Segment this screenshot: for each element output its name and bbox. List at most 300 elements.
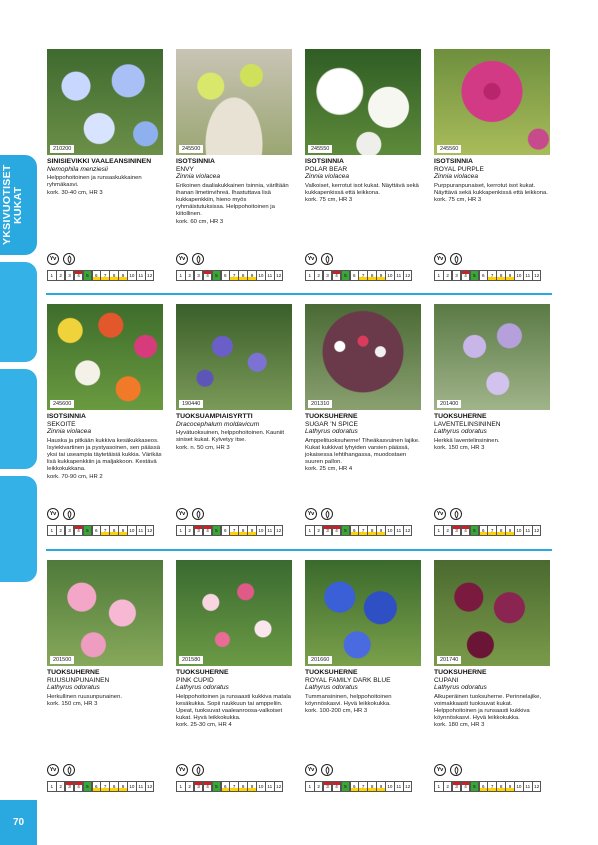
annual-icon: Yv xyxy=(305,253,317,265)
product-description: Alkuperäinen tuoksuherne. Perinnelajike, voimakkaasti tuoksuvat kukat. Helppohoitoinen ja runsaasti kukkiva köynnöskasvi. Hyvä leikkokukka. xyxy=(434,693,542,722)
month-number: 3 xyxy=(197,273,200,278)
row-divider xyxy=(46,549,552,551)
annual-icon: Yv xyxy=(434,253,446,265)
month-number: 11 xyxy=(525,528,531,533)
annual-icon: Yv xyxy=(47,253,59,265)
month-number: 5 xyxy=(344,784,347,789)
month-number: 9 xyxy=(508,784,512,789)
month-number: 10 xyxy=(387,528,393,533)
product-icons xyxy=(47,764,75,776)
growing-calendar xyxy=(176,270,283,281)
product-icons xyxy=(434,764,462,776)
product-latin-name: Zinnia violacea xyxy=(305,173,349,180)
annual-icon: Yv xyxy=(176,508,188,520)
month-number: 9 xyxy=(250,784,254,789)
month-number: 3 xyxy=(68,528,71,533)
month-number: 7 xyxy=(103,784,107,789)
product-description: Valkoiset, kerrotut isot kukat. Näyttävä sekä kukkapenkissä että leikkona. xyxy=(305,182,419,196)
month-number: 3 xyxy=(68,784,71,789)
product-icons xyxy=(176,508,204,520)
month-number: 10 xyxy=(258,528,264,533)
month-number: 4 xyxy=(77,528,80,533)
month-number: 11 xyxy=(267,273,273,278)
month-number: 4 xyxy=(464,273,467,278)
month-number: 8 xyxy=(499,784,503,789)
month-number: 4 xyxy=(77,784,80,789)
month-number: 1 xyxy=(50,784,54,789)
seed-icon xyxy=(321,508,333,520)
product-code: 245560 xyxy=(437,145,461,153)
month-number: 9 xyxy=(508,528,512,533)
month-number: 10 xyxy=(516,784,522,789)
product-photo xyxy=(176,49,292,155)
month-number: 10 xyxy=(129,273,135,278)
month-number: 7 xyxy=(361,528,365,533)
month-number: 2 xyxy=(59,784,62,789)
product-variety: ENVY xyxy=(176,165,194,173)
product-height: kork. 75 cm, HR 3 xyxy=(434,197,482,203)
growing-calendar xyxy=(305,270,412,281)
product-description: Amppelituoksuherne! Tiheäkasvuinen lajike. Kukat kukkivat lyhyiden varsien päässä, jokaisessa lehtihangassa, muodostaen suuren pallon. xyxy=(305,437,420,466)
month-number: 3 xyxy=(455,784,458,789)
category-tab-label: YKSIVUOTISET KUKAT xyxy=(1,164,24,246)
product-code: 190440 xyxy=(179,400,203,408)
product-icons xyxy=(305,253,333,265)
month-number: 8 xyxy=(370,273,374,278)
product-code: 201580 xyxy=(179,656,203,664)
product-latin-name: Lathyrus odoratus xyxy=(305,684,358,691)
month-number: 3 xyxy=(326,528,329,533)
month-number: 9 xyxy=(121,273,125,278)
product-height: kork. 150 cm, HR 3 xyxy=(47,700,98,707)
product-name: TUOKSUHERNE xyxy=(434,669,487,676)
product-code: 201500 xyxy=(50,656,74,664)
product-code: 201660 xyxy=(308,656,332,664)
seed-icon xyxy=(63,253,75,265)
seed-icon xyxy=(450,764,462,776)
product-name: ISOTSINNIA xyxy=(176,158,215,165)
product-latin-name: Zinnia violacea xyxy=(176,173,220,180)
month-number: 12 xyxy=(276,273,282,278)
month-number: 9 xyxy=(379,273,383,278)
product-card xyxy=(434,49,550,289)
month-number: 1 xyxy=(179,528,183,533)
product-name: TUOKSUAMPIAISYRTTI xyxy=(176,413,253,420)
seed-icon xyxy=(192,508,204,520)
month-number: 1 xyxy=(50,273,54,278)
growing-calendar xyxy=(47,270,154,281)
annual-icon: Yv xyxy=(176,253,188,265)
month-number: 9 xyxy=(250,273,254,278)
product-photo xyxy=(434,49,550,155)
product-variety: CUPANI xyxy=(434,676,459,684)
product-card xyxy=(305,304,421,544)
month-number: 5 xyxy=(344,273,347,278)
seed-icon xyxy=(63,508,75,520)
product-photo xyxy=(47,304,163,410)
month-number: 7 xyxy=(490,528,494,533)
growing-calendar xyxy=(434,525,541,536)
month-number: 12 xyxy=(147,784,153,789)
month-number: 9 xyxy=(379,528,383,533)
calendar-month xyxy=(403,525,413,536)
product-latin-name: Lathyrus odoratus xyxy=(434,684,487,691)
product-name: TUOKSUHERNE xyxy=(176,669,229,676)
product-name: TUOKSUHERNE xyxy=(434,413,487,420)
month-number: 8 xyxy=(499,273,503,278)
month-number: 7 xyxy=(232,784,236,789)
product-photo xyxy=(434,560,550,666)
month-number: 7 xyxy=(232,273,236,278)
month-number: 3 xyxy=(455,273,458,278)
month-number: 10 xyxy=(387,784,393,789)
product-height: kork. 25-30 cm, HR 4 xyxy=(176,722,232,729)
product-card xyxy=(176,304,292,544)
month-number: 10 xyxy=(129,528,135,533)
month-number: 12 xyxy=(147,273,153,278)
product-photo xyxy=(176,560,292,666)
calendar-month xyxy=(145,525,155,536)
growing-calendar xyxy=(305,781,412,792)
product-height: kork. 150 cm, HR 3 xyxy=(434,444,485,451)
product-photo xyxy=(305,49,421,155)
month-number: 2 xyxy=(317,784,320,789)
product-icons xyxy=(434,508,462,520)
product-icons xyxy=(176,764,204,776)
product-height: kork. 60 cm, HR 3 xyxy=(176,218,224,225)
month-number: 7 xyxy=(490,784,494,789)
product-name: TUOKSUHERNE xyxy=(47,669,100,676)
calendar-month xyxy=(403,270,413,281)
calendar-month xyxy=(274,781,284,792)
month-number: 8 xyxy=(112,528,116,533)
month-number: 10 xyxy=(258,784,264,789)
product-card xyxy=(176,560,292,800)
month-number: 11 xyxy=(138,784,144,789)
annual-icon: Yv xyxy=(305,764,317,776)
month-number: 1 xyxy=(179,784,183,789)
product-card xyxy=(305,560,421,800)
product-variety: ROYAL FAMILY DARK BLUE xyxy=(305,676,391,684)
month-number: 12 xyxy=(147,528,153,533)
calendar-month xyxy=(403,781,413,792)
product-variety: SEKOITE xyxy=(47,420,76,428)
product-description: Helppohoitoinen ja runsaskukkainen ryhmäkasvi. xyxy=(47,175,142,189)
annual-icon: Yv xyxy=(176,764,188,776)
product-latin-name: Lathyrus odoratus xyxy=(305,428,358,435)
product-icons xyxy=(434,253,462,265)
month-number: 8 xyxy=(241,273,245,278)
month-number: 9 xyxy=(121,528,125,533)
product-height: kork. 180 cm, HR 3 xyxy=(434,722,485,729)
product-height: kork. n. 50 cm, HR 3 xyxy=(176,444,230,451)
month-number: 6 xyxy=(482,528,485,533)
month-number: 7 xyxy=(232,528,236,533)
seed-icon xyxy=(192,253,204,265)
month-number: 6 xyxy=(482,273,485,278)
month-number: 1 xyxy=(437,273,441,278)
month-number: 5 xyxy=(86,784,89,789)
month-number: 6 xyxy=(95,528,98,533)
product-latin-name: Lathyrus odoratus xyxy=(176,684,229,691)
product-name: TUOKSUHERNE xyxy=(305,669,358,676)
month-number: 6 xyxy=(353,273,356,278)
month-number: 6 xyxy=(224,784,227,789)
month-number: 2 xyxy=(446,273,449,278)
annual-icon: Yv xyxy=(434,508,446,520)
category-tab-4[interactable] xyxy=(0,476,37,582)
month-number: 12 xyxy=(405,273,411,278)
product-photo xyxy=(305,304,421,410)
annual-icon: Yv xyxy=(305,508,317,520)
month-number: 12 xyxy=(276,528,282,533)
page-number: 70 xyxy=(0,800,37,845)
month-number: 9 xyxy=(508,273,512,278)
month-number: 10 xyxy=(129,784,135,789)
product-variety: LAVENTELINSININEN xyxy=(434,420,501,428)
month-number: 6 xyxy=(95,784,98,789)
calendar-month xyxy=(145,781,155,792)
month-number: 11 xyxy=(267,528,273,533)
month-number: 12 xyxy=(534,528,540,533)
product-variety: SUGAR 'N SPICE xyxy=(305,420,358,428)
product-height: kork. 70-90 cm, HR 2 xyxy=(47,473,103,480)
product-name: ISOTSINNIA xyxy=(305,158,344,165)
product-code: 201400 xyxy=(437,400,461,408)
product-icons xyxy=(305,764,333,776)
month-number: 8 xyxy=(370,528,374,533)
month-number: 6 xyxy=(353,528,356,533)
product-card xyxy=(47,49,163,289)
month-number: 2 xyxy=(317,273,320,278)
growing-calendar xyxy=(434,270,541,281)
growing-calendar xyxy=(47,525,154,536)
calendar-month xyxy=(532,781,542,792)
product-code: 201740 xyxy=(437,656,461,664)
product-photo xyxy=(176,304,292,410)
product-icons xyxy=(305,508,333,520)
month-number: 6 xyxy=(224,528,227,533)
month-number: 12 xyxy=(276,784,282,789)
product-code: 245500 xyxy=(179,145,203,153)
product-code: 245600 xyxy=(50,400,74,408)
product-variety: POLAR BEAR xyxy=(305,165,348,173)
month-number: 2 xyxy=(446,528,449,533)
annual-icon: Yv xyxy=(47,764,59,776)
month-number: 9 xyxy=(250,528,254,533)
product-icons xyxy=(176,253,204,265)
month-number: 3 xyxy=(197,784,200,789)
product-latin-name: Zinnia violacea xyxy=(47,428,91,435)
month-number: 8 xyxy=(241,528,245,533)
month-number: 4 xyxy=(206,273,209,278)
month-number: 6 xyxy=(482,784,485,789)
product-latin-name: Zinnia violacea xyxy=(434,173,478,180)
month-number: 8 xyxy=(370,784,374,789)
month-number: 2 xyxy=(446,784,449,789)
calendar-month xyxy=(274,525,284,536)
month-number: 7 xyxy=(490,273,494,278)
product-description: Herkkä laventelinsininen. xyxy=(434,437,500,444)
month-number: 11 xyxy=(396,273,402,278)
month-number: 11 xyxy=(138,273,144,278)
month-number: 11 xyxy=(525,273,531,278)
month-number: 1 xyxy=(308,784,312,789)
month-number: 11 xyxy=(267,784,273,789)
calendar-month xyxy=(145,270,155,281)
month-number: 7 xyxy=(103,273,107,278)
month-number: 4 xyxy=(335,273,338,278)
growing-calendar xyxy=(434,781,541,792)
calendar-month xyxy=(274,270,284,281)
month-number: 6 xyxy=(353,784,356,789)
product-card xyxy=(47,304,163,544)
product-latin-name: Lathyrus odoratus xyxy=(434,428,487,435)
month-number: 11 xyxy=(396,528,402,533)
month-number: 10 xyxy=(516,273,522,278)
category-tab-3[interactable] xyxy=(0,369,37,469)
product-variety: PINK CUPID xyxy=(176,676,214,684)
product-code: 245550 xyxy=(308,145,332,153)
product-card xyxy=(434,560,550,800)
month-number: 8 xyxy=(499,528,503,533)
month-number: 11 xyxy=(138,528,144,533)
product-height: kork. 25 cm, HR 4 xyxy=(305,466,353,473)
month-number: 10 xyxy=(258,273,264,278)
month-number: 1 xyxy=(308,528,312,533)
month-number: 5 xyxy=(473,273,476,278)
month-number: 12 xyxy=(405,784,411,789)
product-description: Hauska ja pitkään kukkiva kesäkukkaseos. Isyiekivartinen ja pystyasoinen, sen päässä yksi tai useampia täytetäisiä kukkia. Värikäs lisä kukkapenkkiin ja maljakkoon. Kestävä leikkokukkana. xyxy=(47,437,162,473)
month-number: 6 xyxy=(224,273,227,278)
month-number: 7 xyxy=(361,784,365,789)
month-number: 10 xyxy=(387,273,393,278)
product-name: ISOTSINNIA xyxy=(47,413,86,420)
product-photo xyxy=(434,304,550,410)
month-number: 2 xyxy=(188,528,191,533)
month-number: 7 xyxy=(361,273,365,278)
month-number: 2 xyxy=(188,273,191,278)
month-number: 4 xyxy=(335,784,338,789)
month-number: 1 xyxy=(437,784,441,789)
month-number: 4 xyxy=(206,784,209,789)
month-number: 3 xyxy=(455,528,458,533)
month-number: 4 xyxy=(77,273,80,278)
product-card xyxy=(305,49,421,289)
product-code: 201310 xyxy=(308,400,332,408)
month-number: 6 xyxy=(95,273,98,278)
seed-icon xyxy=(450,508,462,520)
product-description: Erikoinen daaliakukkainen tsinnia, väriltään ihanan limetinvihreä. Ihastuttava lisä kukkapenkkiin, hieno myös ryhmäistutuksissa. Helppohoitoinen ja kiitollinen. xyxy=(176,182,289,218)
month-number: 5 xyxy=(215,784,218,789)
seed-icon xyxy=(192,764,204,776)
product-variety: ROYAL PURPLE xyxy=(434,165,484,173)
seed-icon xyxy=(450,253,462,265)
month-number: 2 xyxy=(59,528,62,533)
month-number: 3 xyxy=(68,273,71,278)
growing-calendar xyxy=(176,781,283,792)
month-number: 9 xyxy=(121,784,125,789)
month-number: 9 xyxy=(379,784,383,789)
month-number: 12 xyxy=(405,528,411,533)
month-number: 4 xyxy=(335,528,338,533)
month-number: 3 xyxy=(197,528,200,533)
month-number: 2 xyxy=(317,528,320,533)
month-number: 7 xyxy=(103,528,107,533)
product-icons xyxy=(47,508,75,520)
month-number: 8 xyxy=(241,784,245,789)
month-number: 2 xyxy=(59,273,62,278)
product-description: Tummansininen, helppohoitoinen köynnöskasvi. Hyvä leikkokukka. xyxy=(305,693,392,707)
product-height: kork. 30-40 cm, HR 3 xyxy=(47,189,103,196)
category-tab-2[interactable] xyxy=(0,262,37,362)
month-number: 1 xyxy=(179,273,183,278)
calendar-month xyxy=(532,270,542,281)
product-name: TUOKSUHERNE xyxy=(305,413,358,420)
product-description: Hyvätuoksuinen, helppohoitoinen. Kauniit siniset kukat. Kylvetyy itse. xyxy=(176,430,285,444)
product-card xyxy=(47,560,163,800)
month-number: 1 xyxy=(308,273,312,278)
month-number: 5 xyxy=(86,273,89,278)
product-icons xyxy=(47,253,75,265)
calendar-month xyxy=(532,525,542,536)
month-number: 1 xyxy=(50,528,54,533)
annual-icon: Yv xyxy=(434,764,446,776)
product-name: ISOTSINNIA xyxy=(434,158,473,165)
row-divider xyxy=(46,293,552,295)
product-variety: RUUSUNPUNAINEN xyxy=(47,676,110,684)
month-number: 5 xyxy=(344,528,347,533)
product-height: kork. 75 cm, HR 3 xyxy=(305,197,353,203)
month-number: 5 xyxy=(473,784,476,789)
month-number: 5 xyxy=(86,528,89,533)
month-number: 12 xyxy=(534,784,540,789)
product-photo xyxy=(305,560,421,666)
product-latin-name: Lathyrus odoratus xyxy=(47,684,100,691)
product-height: kork. 100-200 cm, HR 3 xyxy=(305,708,368,714)
month-number: 10 xyxy=(516,528,522,533)
growing-calendar xyxy=(47,781,154,792)
product-description: Purppuranpunaiset, kerrotut isot kukat. Näyttävä sekä kukkapenkissä että leikkona. xyxy=(434,182,548,196)
product-photo xyxy=(47,560,163,666)
month-number: 8 xyxy=(112,784,116,789)
product-card xyxy=(176,49,292,289)
product-name: SINISIEVIKKI VAALEANSININEN xyxy=(47,158,152,165)
month-number: 11 xyxy=(396,784,402,789)
annual-icon: Yv xyxy=(47,508,59,520)
month-number: 5 xyxy=(473,528,476,533)
product-description: Herkullinen ruusunpunainen. xyxy=(47,693,122,700)
product-photo xyxy=(47,49,163,155)
seed-icon xyxy=(321,764,333,776)
month-number: 11 xyxy=(525,784,531,789)
product-description: Helppohoitoinen ja runsaasti kukkiva matala kesäkukka. Sopii ruukkuun tai amppeliin. Upeat, tuoksuvat vaaleanroosa-valkoiset kukat. Hyvä leikkokukka. xyxy=(176,693,291,722)
month-number: 12 xyxy=(534,273,540,278)
month-number: 5 xyxy=(215,528,218,533)
growing-calendar xyxy=(305,525,412,536)
month-number: 3 xyxy=(326,784,329,789)
month-number: 1 xyxy=(437,528,441,533)
product-latin-name: Dracocephalum moldavicum xyxy=(176,420,260,428)
product-latin-name: Nemophila menziesii xyxy=(47,165,108,173)
seed-icon xyxy=(63,764,75,776)
growing-calendar xyxy=(176,525,283,536)
month-number: 4 xyxy=(464,784,467,789)
product-code: 210200 xyxy=(50,145,74,153)
month-number: 4 xyxy=(464,528,467,533)
month-number: 5 xyxy=(215,273,218,278)
month-number: 8 xyxy=(112,273,116,278)
